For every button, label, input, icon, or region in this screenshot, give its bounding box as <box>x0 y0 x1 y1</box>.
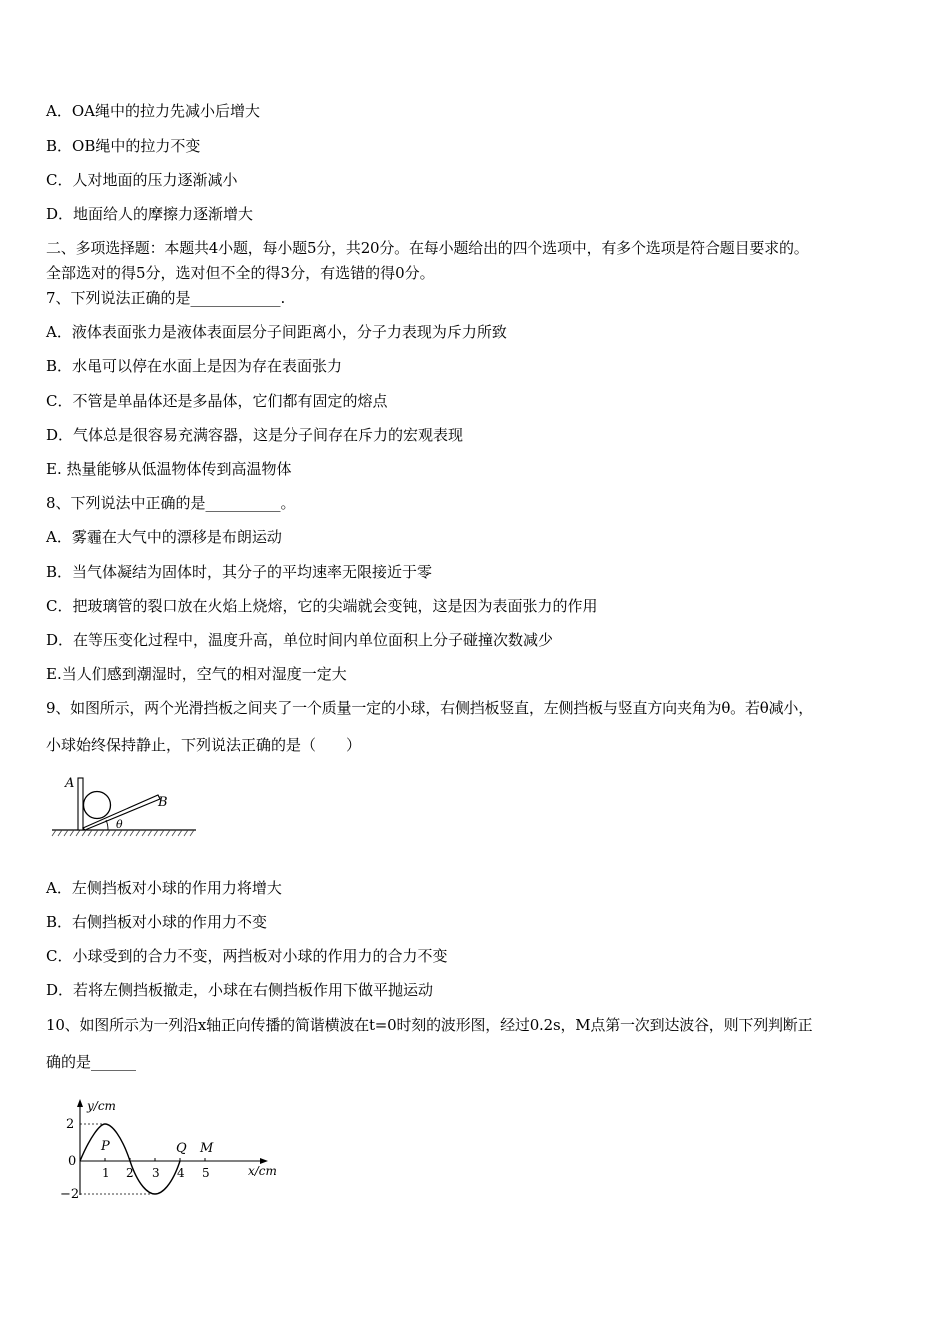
point-m-label: M <box>200 1141 214 1156</box>
q8-option-b: B．当气体凝结为固体时，其分子的平均速率无限接近于零 <box>46 563 433 581</box>
q8-option-d: D．在等压变化过程中，温度升高，单位时间内单位面积上分子碰撞次数减少 <box>46 631 554 649</box>
q7-option-c: C．不管是单晶体还是多晶体，它们都有固定的熔点 <box>46 392 388 410</box>
vertical-plate-a <box>78 778 83 830</box>
q9-label-b: B <box>158 795 168 810</box>
section2-heading-line1: 二、多项选择题：本题共4小题，每小题5分，共20分。在每小题给出的四个选项中，有多个选项是符合题目要求的。 <box>46 239 809 257</box>
q6-option-d: D．地面给人的摩擦力逐渐增大 <box>46 205 254 223</box>
q9-stem-line1: 9、如图所示，两个光滑挡板之间夹了一个质量一定的小球，右侧挡板竖直，左侧挡板与竖直方向夹角为θ。若θ减小， <box>46 699 814 717</box>
x-tick-2: 2 <box>126 1166 134 1180</box>
q8-stem: 8、下列说法中正确的是__________。 <box>46 494 296 512</box>
point-q-label: Q <box>176 1141 187 1156</box>
x-tick-5: 5 <box>202 1166 210 1180</box>
q9-option-c: C．小球受到的合力不变，两挡板对小球的作用力的合力不变 <box>46 947 448 965</box>
ball <box>84 792 111 819</box>
q9-label-a: A <box>65 776 75 791</box>
q10-stem-line1: 10、如图所示为一列沿x轴正向传播的简谐横波在t=0时刻的波形图，经过0.2s，M点第一次到达波谷，则下列判断正 <box>46 1016 813 1034</box>
q7-option-e: E. 热量能够从低温物体传到高温物体 <box>46 460 292 478</box>
x-tick-4: 4 <box>177 1166 185 1180</box>
y-axis-label: y/cm <box>87 1099 116 1113</box>
q10-stem-line2: 确的是______ <box>46 1053 137 1071</box>
x-tick-3: 3 <box>152 1166 160 1180</box>
x-tick-1: 1 <box>102 1166 110 1180</box>
q7-option-b: B．水黾可以停在水面上是因为存在表面张力 <box>46 357 343 375</box>
q7-option-d: D．气体总是很容易充满容器，这是分子间存在斥力的宏观表现 <box>46 426 464 444</box>
q9-stem-line2: 小球始终保持静止，下列说法正确的是（ ） <box>46 736 362 754</box>
q9-figure <box>50 770 200 842</box>
point-p-label: P <box>101 1139 110 1154</box>
q6-option-a: A．OA绳中的拉力先减小后增大 <box>46 102 260 120</box>
q9-option-b: B．右侧挡板对小球的作用力不变 <box>46 913 268 931</box>
q8-option-e: E.当人们感到潮湿时，空气的相对湿度一定大 <box>46 665 347 683</box>
y-tick-2: 2 <box>66 1117 75 1132</box>
y-tick-0: 0 <box>68 1154 77 1169</box>
q7-option-a: A．液体表面张力是液体表面层分子间距离小，分子力表现为斥力所致 <box>46 323 507 341</box>
q8-option-c: C．把玻璃管的裂口放在火焰上烧熔，它的尖端就会变钝，这是因为表面张力的作用 <box>46 597 598 615</box>
q8-option-a: A．雾霾在大气中的漂移是布朗运动 <box>46 528 282 546</box>
q6-option-b: B．OB绳中的拉力不变 <box>46 137 201 155</box>
q9-label-theta: θ <box>116 818 123 831</box>
q6-option-c: C．人对地面的压力逐渐减小 <box>46 171 238 189</box>
y-tick-neg2: −2 <box>60 1187 80 1202</box>
q9-option-d: D．若将左侧挡板撤走，小球在右侧挡板作用下做平抛运动 <box>46 981 434 999</box>
q10-wave-figure <box>60 1095 290 1205</box>
q7-stem: 7、下列说法正确的是____________. <box>46 289 286 307</box>
section2-heading-line2: 全部选对的得5分，选对但不全的得3分，有选错的得0分。 <box>46 264 435 282</box>
q9-option-a: A．左侧挡板对小球的作用力将增大 <box>46 879 282 897</box>
x-axis-label: x/cm <box>248 1164 277 1178</box>
